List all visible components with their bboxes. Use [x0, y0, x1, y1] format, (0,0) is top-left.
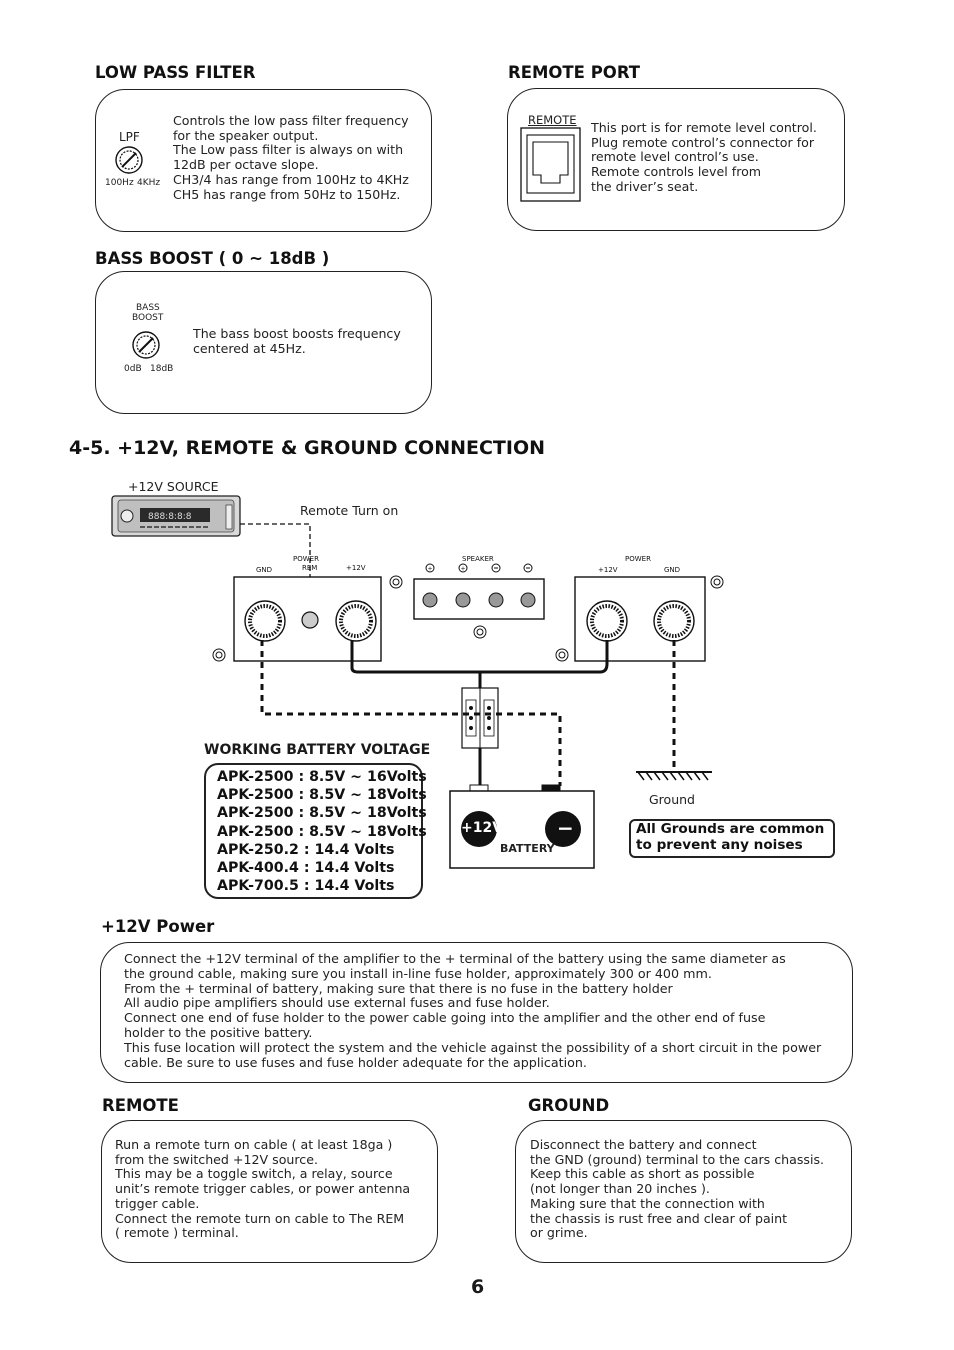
source-label: +12V SOURCE [128, 479, 219, 494]
remote-port-heading: REMOTE PORT [508, 63, 641, 82]
ground-note-text: All Grounds are common to prevent any noises [636, 821, 825, 853]
bass-knob-label-1: BASS [136, 303, 160, 313]
svg-text:GND: GND [664, 566, 681, 574]
svg-text:REM: REM [302, 564, 318, 572]
voltage-row: APK-250.2 : 14.4 Volts [217, 841, 395, 858]
remote-port-label: REMOTE [528, 113, 577, 127]
ground-heading: GROUND [528, 1096, 610, 1115]
voltage-row: APK-2500 : 8.5V ~ 18Volts [217, 787, 427, 804]
power-12v-text: Connect the +12V terminal of the amplifier to the + terminal of the battery using the same diameter as the ground cable, making sure you install in-line fuse holder, approximately 300 or 400 mm. From the + terminal of battery, making sure that there is no fuse in the battery holder All audio pipe amplifiers should use external fuses and fuse holder. Connect one end of fuse holder to the power cable going into the amplifier and the other end of fuse holder to the positive battery. This fuse location will protect the system and the vehicle against the possibility of a short circuit in the power cable. Be sure to use fuses and fuse holder adequate for the application. [124, 951, 822, 1070]
left-amp-block [213, 555, 402, 661]
bass-boost-text: The bass boost boosts frequency centered at 45Hz. [193, 326, 401, 356]
remote-text: Run a remote turn on cable ( at least 18ga ) from the switched +12V source. This may be a toggle switch, a relay, source unit’s remote trigger cables, or power antenna trigger cable. Connect the remote turn on cable to The REM ( remote ) terminal. [115, 1137, 411, 1241]
svg-text:+12V: +12V [598, 566, 618, 574]
remote-heading: REMOTE [102, 1096, 179, 1115]
ground-symbol-icon [636, 772, 712, 780]
head-unit-icon [112, 496, 240, 536]
remote-turn-on-label: Remote Turn on [300, 503, 399, 518]
bass-boost-heading: BASS BOOST ( 0 ~ 18dB ) [95, 249, 330, 268]
battery-voltage-list [217, 768, 427, 895]
battery-plus-label: +12V [461, 820, 504, 836]
lpf-knob-max: 4KHz [137, 178, 161, 188]
voltage-row: APK-2500 : 8.5V ~ 16Volts [217, 769, 427, 785]
bass-knob-label-2: BOOST [132, 313, 164, 323]
voltage-row: APK-2500 : 8.5V ~ 18Volts [217, 805, 427, 822]
bass-knob-min: 0dB [124, 364, 142, 374]
voltage-row: APK-400.4 : 14.4 Volts [217, 860, 395, 877]
lpf-knob-label: LPF [119, 130, 140, 144]
svg-text:+12V: +12V [346, 564, 366, 572]
bass-knob-max: 18dB [150, 364, 174, 374]
svg-text:POWER: POWER [625, 555, 651, 563]
page-number: 6 [471, 1276, 485, 1298]
lpf-knob-min: 100Hz [105, 178, 134, 188]
voltage-row: APK-2500 : 8.5V ~ 18Volts [217, 823, 427, 840]
svg-text:SPEAKER: SPEAKER [462, 555, 494, 563]
svg-text:GND: GND [256, 566, 273, 574]
battery-voltage-heading: WORKING BATTERY VOLTAGE [204, 742, 431, 758]
low-pass-filter-text: Controls the low pass filter frequency for the speaker output. The Low pass filter is always on with 12dB per octave slope. CH3/4 has range from 100Hz to 4KHz CH5 has range from 50Hz to 150Hz. [173, 113, 409, 202]
battery-minus-label: − [557, 816, 574, 840]
svg-text:POWER: POWER [293, 555, 319, 563]
ground-label: Ground [649, 792, 695, 807]
svg-text:+: + [427, 565, 433, 573]
speaker-block [414, 555, 544, 638]
fuse-holder-icon [462, 688, 498, 748]
remote-port-text: This port is for remote level control. Plug remote control’s connector for remote level control’s use. Remote controls level from the driver’s seat. [591, 120, 817, 194]
low-pass-filter-heading: LOW PASS FILTER [95, 63, 256, 82]
voltage-row: APK-700.5 : 14.4 Volts [217, 878, 395, 895]
power-12v-heading: +12V Power [101, 917, 215, 936]
svg-text:888:8:8:8: 888:8:8:8 [148, 512, 192, 522]
ground-text: Disconnect the battery and connect the GND (ground) terminal to the cars chassis. Keep this cable as short as possible (not longer than 20 inches ). Making sure that the connection with the chassis is rust free and clear of paint or grime. [530, 1137, 825, 1241]
right-amp-block [556, 555, 723, 661]
section-title: 4-5. +12V, REMOTE & GROUND CONNECTION [69, 437, 546, 459]
svg-text:+: + [460, 565, 466, 573]
battery-label: BATTERY [500, 842, 555, 855]
